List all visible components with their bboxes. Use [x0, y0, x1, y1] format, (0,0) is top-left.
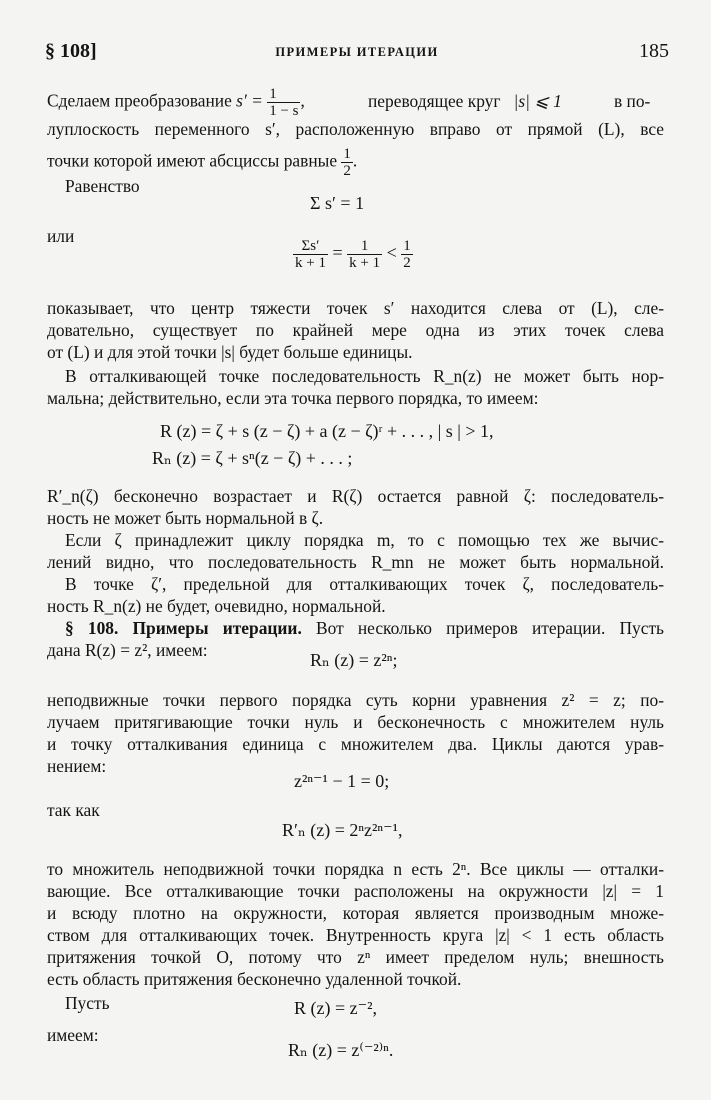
text-line: и точку отталкивания единица с множителем два. Циклы даются урав-	[47, 734, 664, 754]
text-line: R′_n(ζ) бесконечно возрастает и R(ζ) остается равной ζ: последователь-	[47, 486, 664, 506]
text-line: Пусть	[65, 993, 110, 1013]
text-line: дана R(z) = z², имеем:	[47, 640, 208, 660]
text-line: есть область притяжения бесконечно удаленной точкой.	[47, 969, 462, 989]
running-title: ПРИМЕРЫ ИТЕРАЦИИ	[275, 45, 439, 59]
text-line: Равенство	[65, 176, 140, 196]
equation-Rn: Rₙ (z) = ζ + sⁿ(z − ζ) + . . . ;	[152, 448, 353, 468]
text-line: Если ζ принадлежит циклу порядка m, то с помощью тех же вычис-	[65, 530, 664, 550]
text-line: точки которой имеют абсциссы равные $\frac{1}{2}$ .	[47, 146, 358, 179]
equation-derivative: R′ₙ (z) = 2ⁿz²ⁿ⁻¹,	[282, 820, 403, 840]
text-line: переводящее круг |s| ⩽ 1	[368, 91, 562, 111]
text-line: неподвижные точки первого порядка суть корни уравнения z² = z; по-	[47, 690, 664, 710]
text-line: нением:	[47, 756, 107, 776]
equation-R: R (z) = ζ + s (z − ζ) + a (z − ζ)ʳ + . . . , | s | > 1,	[160, 421, 494, 441]
text-line: В точке ζ′, предельной для отталкивающих точек ζ, последователь-	[65, 574, 664, 594]
math-inline: s′ =	[236, 90, 263, 111]
text-line: то множитель неподвижной точки порядка n есть 2ⁿ. Все циклы — отталки-	[47, 859, 664, 879]
equation-R-inverse: R (z) = z⁻²,	[294, 998, 378, 1018]
text-line: притяжения точкой O, потому что zⁿ имеет пределом нуль; внешность	[47, 947, 664, 967]
section-heading: § 108. Примеры итерации.	[65, 618, 302, 638]
text-line: от (L) и для этой точки |s| будет больше единицы.	[47, 342, 413, 362]
text-line: так как	[47, 800, 100, 820]
text-line: В отталкивающей точке последовательность R_n(z) не может быть нор-	[65, 366, 664, 386]
text-line: или	[47, 226, 75, 246]
text-line: лучаем притягивающие точки нуль и бесконечность с множителем нуль	[47, 712, 664, 732]
text-line: и всюду плотно на окружности, которая является производным множе-	[47, 903, 664, 923]
page-number: 185	[639, 40, 669, 62]
text-line: луплоскость переменного s′, расположенную вправо от прямой (L), все	[47, 119, 664, 139]
fraction: $\frac{1}{1 - s}$	[269, 86, 299, 119]
fraction: $\frac{1}{2}$	[343, 146, 351, 179]
text-line: довательно, существует по крайней мере одна из этих точек слева	[47, 320, 664, 340]
text-line: ность R_n(z) не будет, очевидно, нормальной.	[47, 596, 386, 616]
equation-inequality: $\frac{\Sigma s'}{k + 1}$ = $\frac{1}{k + 1}$ < $\frac{1}{2}$	[295, 238, 411, 271]
text-line: лений видно, что последовательность R_mn не может быть нормальной.	[47, 552, 664, 572]
text-line: вающие. Все отталкивающие точки расположены на окружности |z| = 1	[47, 881, 664, 901]
text-line: имеем:	[47, 1025, 99, 1045]
equation-sum: Σ s′ = 1	[310, 193, 365, 213]
text-line: в по-	[614, 91, 651, 111]
text-line: мальна; действительно, если эта точка первого порядка, то имеем:	[47, 388, 539, 408]
equation-Rn-square: Rₙ (z) = z²ⁿ;	[310, 650, 398, 670]
text-line: § 108. Примеры итерации. Вот несколько примеров итерации. Пусть	[65, 618, 664, 638]
equation-Rn-inverse: Rₙ (z) = z⁽⁻²⁾ⁿ.	[288, 1040, 394, 1060]
running-header	[45, 40, 669, 64]
text-line: показывает, что центр тяжести точек s′ находится слева от (L), сле-	[47, 298, 664, 318]
text-line: ность не может быть нормальной в ζ.	[47, 508, 324, 528]
text-line: ством для отталкивающих точек. Внутренность круга |z| < 1 есть область	[47, 925, 664, 945]
section-marker: § 108]	[45, 40, 97, 62]
equation-cycle: z²ⁿ⁻¹ − 1 = 0;	[294, 771, 390, 791]
text-line: Сделаем преобразование s′ = $\frac{1}{1 - s}$ ,	[47, 86, 305, 119]
math-inline: |s| ⩽ 1	[513, 91, 562, 111]
